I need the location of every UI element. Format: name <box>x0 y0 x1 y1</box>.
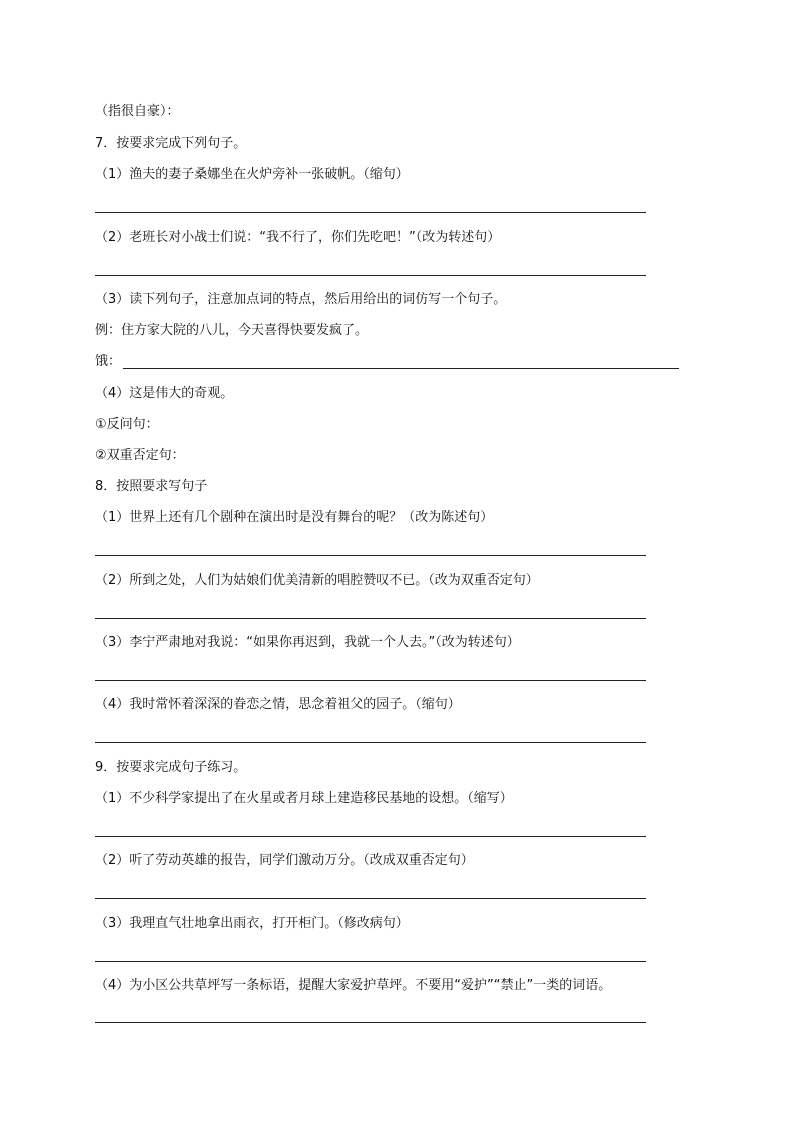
question-7-4-prompt: （4）这是伟大的奇观。 <box>95 386 234 401</box>
answer-line-8-4[interactable] <box>95 742 646 743</box>
answer-line-8-1[interactable] <box>95 555 646 556</box>
question-7-3-example: 例：住方家大院的八儿，今天喜得快要发疯了。 <box>95 323 369 338</box>
question-9-4-prompt: （4）为小区公共草坪写一条标语，提醒大家爱护草坪。不要用“爱护”“禁止”一类的词语。 <box>95 978 612 993</box>
answer-line-9-4[interactable] <box>95 1022 646 1023</box>
question-9-1-prompt: （1）不少科学家提出了在火星或者月球上建造移民基地的设想。（缩写） <box>95 791 513 806</box>
question-7-4-double-negative-label: ②双重否定句： <box>95 448 185 463</box>
question-8-1-prompt: （1）世界上还有几个剧种在演出时是没有舞台的呢？（改为陈述句） <box>95 510 494 525</box>
question-7-3-answer-row <box>95 354 679 370</box>
answer-line-7-3[interactable] <box>123 368 679 369</box>
answer-line-7-2[interactable] <box>95 275 646 276</box>
question-9-heading: 9．按要求完成句子练习。 <box>95 760 247 775</box>
answer-line-9-1[interactable] <box>95 836 646 837</box>
question-8-4-prompt: （4）我时常怀着深深的眷恋之情，思念着祖父的园子。（缩句） <box>95 697 461 712</box>
question-7-heading: 7．按要求完成下列句子。 <box>95 136 247 151</box>
question-9-3-prompt: （3）我理直气壮地拿出雨衣，打开柜门。（修改病句） <box>95 916 409 931</box>
question-7-2-prompt: （2）老班长对小战士们说：“我不行了，你们先吃吧！”（改为转述句） <box>95 230 501 245</box>
question-7-3-word-label: 饿： <box>95 354 122 369</box>
answer-line-8-2[interactable] <box>95 618 646 619</box>
question-7-3-prompt: （3）读下列句子，注意加点词的特点，然后用给出的词仿写一个句子。 <box>95 292 507 307</box>
question-8-3-prompt: （3）李宁严肃地对我说：“如果你再迟到，我就一个人去。”（改为转述句） <box>95 635 520 650</box>
continued-line: （指很自豪）： <box>95 104 180 119</box>
question-8-2-prompt: （2）所到之处，人们为姑娘们优美清新的唱腔赞叹不已。（改为双重否定句） <box>95 573 539 588</box>
question-8-heading: 8．按照要求写句子 <box>95 479 208 494</box>
answer-line-9-3[interactable] <box>95 961 646 962</box>
answer-line-8-3[interactable] <box>95 680 646 681</box>
question-7-4-rhetorical-label: ①反问句： <box>95 417 159 432</box>
question-9-2-prompt: （2）听了劳动英雄的报告，同学们激动万分。（改成双重否定句） <box>95 853 474 868</box>
answer-line-7-1[interactable] <box>95 212 646 213</box>
question-7-1-prompt: （1）渔夫的妻子桑娜坐在火炉旁补一张破帆。（缩句） <box>95 167 409 182</box>
answer-line-9-2[interactable] <box>95 898 646 899</box>
